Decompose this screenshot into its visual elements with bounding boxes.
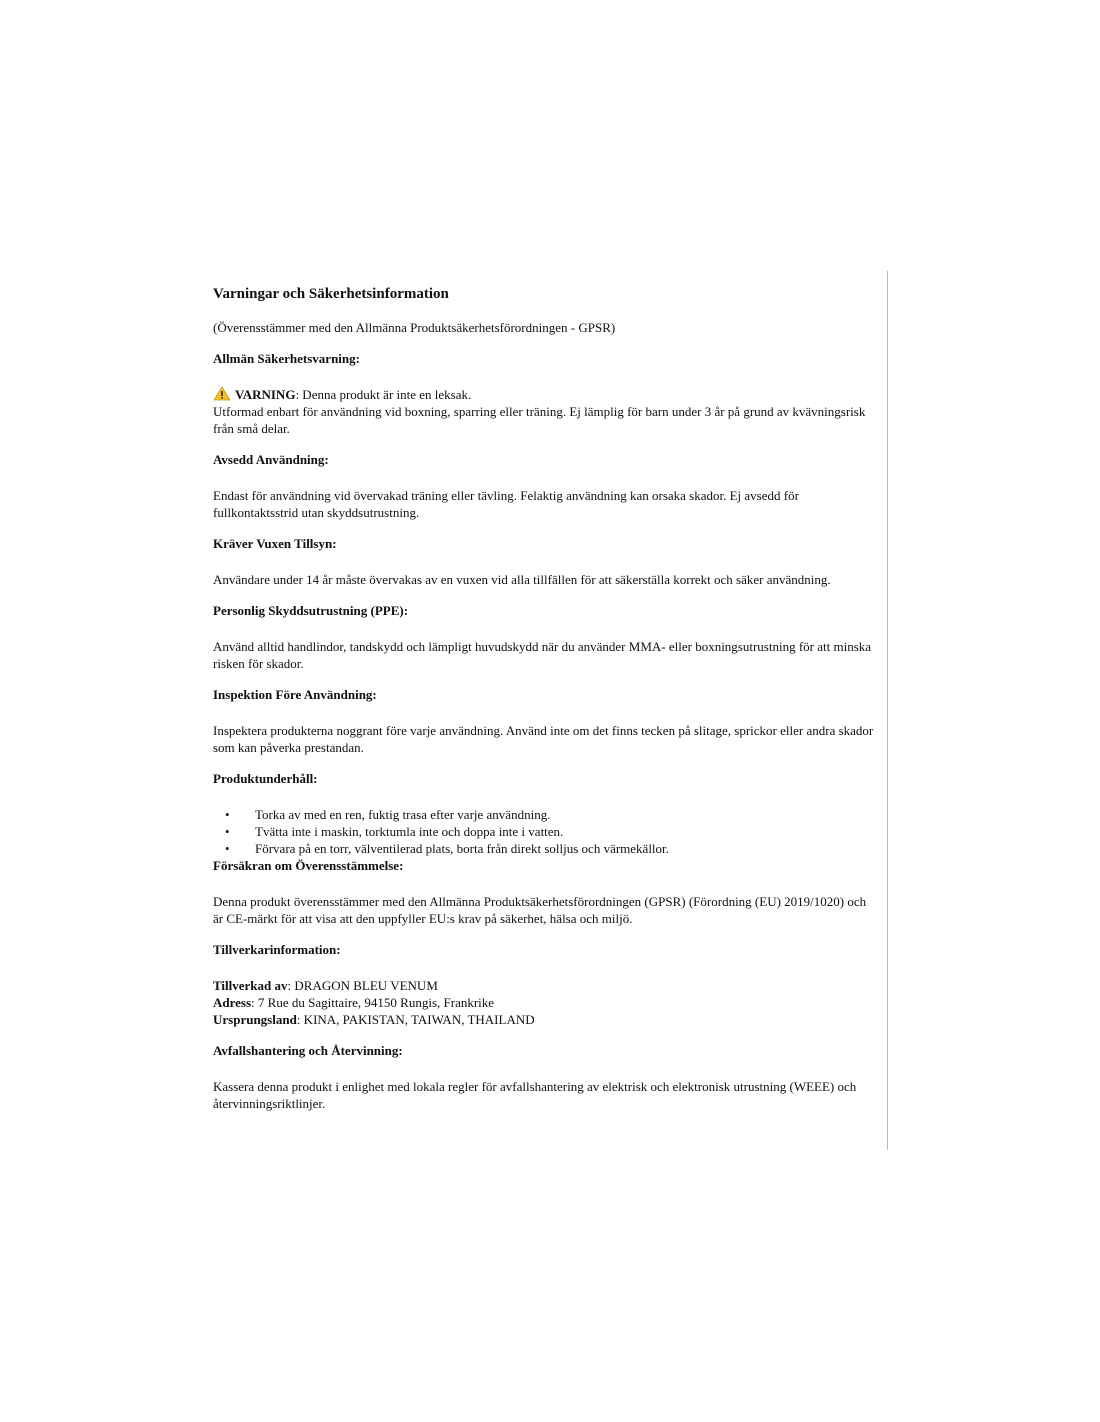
warning-text: : Denna produkt är inte en leksak. — [295, 387, 472, 402]
made-by-label: Tillverkad av — [213, 978, 288, 993]
margin-rule — [887, 271, 888, 1150]
list-item — [213, 840, 877, 857]
warning-label: VARNING — [235, 387, 296, 402]
list-item-text: Tvätta inte i maskin, torktumla inte och doppa inte i vatten. — [255, 824, 564, 839]
manufacturer-heading: Tillverkarinformation: — [213, 942, 341, 957]
made-by-line — [213, 977, 877, 994]
intended-use-body: Endast för användning vid övervakad träning eller tävling. Felaktig användning kan orsaka skador. Ej avsedd för fullkontaktsstrid utan skyddsutrustning. — [213, 488, 799, 520]
warning-triangle-icon — [213, 386, 231, 401]
made-by-value: : DRAGON BLEU VENUM — [287, 978, 438, 993]
page-title: Varningar och Säkerhetsinformation — [213, 286, 449, 302]
bullet: • — [225, 841, 230, 856]
address-line — [213, 994, 877, 1011]
origin-label: Ursprungsland — [213, 1012, 297, 1027]
disposal-body: Kassera denna produkt i enlighet med lokala regler för avfallshantering av elektrisk och elektronisk utrustning (WEEE) och återvinningsriktlinjer. — [213, 1079, 857, 1111]
inspection-body: Inspektera produkterna noggrant före varje användning. Använd inte om det finns tecken på slitage, sprickor eller andra skador som kan påverka prestandan. — [213, 723, 874, 755]
list-item — [213, 823, 877, 840]
disposal-heading: Avfallshantering och Återvinning: — [213, 1043, 403, 1058]
list-item-text: Torka av med en ren, fuktig trasa efter varje användning. — [255, 807, 551, 822]
conformity-heading: Försäkran om Överensstämmelse: — [213, 858, 404, 873]
maintenance-list — [213, 806, 877, 857]
supervision-heading: Kräver Vuxen Tillsyn: — [213, 536, 337, 551]
ppe-heading: Personlig Skyddsutrustning (PPE): — [213, 603, 409, 618]
general-warning-body: Utformad enbart för användning vid boxning, sparring eller träning. Ej lämplig för barn under 3 år på grund av kvävningsrisk från små delar. — [213, 404, 866, 436]
bullet: • — [225, 824, 230, 839]
list-item-text: Förvara på en torr, välventilerad plats, borta från direkt solljus och värmekällor. — [255, 841, 669, 856]
address-value: : 7 Rue du Sagittaire, 94150 Rungis, Frankrike — [251, 995, 495, 1010]
ppe-body: Använd alltid handlindor, tandskydd och lämpligt huvudskydd när du använder MMA- eller boxningsutrustning för att minska risken för skador. — [213, 639, 872, 671]
warning-line — [213, 386, 877, 403]
address-label: Adress — [213, 995, 252, 1010]
general-warning-heading: Allmän Säkerhetsvarning: — [213, 351, 360, 366]
supervision-body: Användare under 14 år måste övervakas av en vuxen vid alla tillfällen för att säkerställa korrekt och säker användning. — [213, 572, 831, 587]
origin-line — [213, 1011, 877, 1028]
inspection-heading: Inspektion Före Användning: — [213, 687, 377, 702]
bullet: • — [225, 807, 230, 822]
maintenance-heading: Produktunderhåll: — [213, 771, 318, 786]
document — [213, 284, 877, 1112]
conformity-body: Denna produkt överensstämmer med den Allmänna Produktsäkerhetsförordningen (GPSR) (Förordning (EU) 2019/1020) och är CE-märkt för att visa att den uppfyller EU:s krav på säkerhet, hälsa och miljö. — [213, 894, 867, 926]
subtitle: (Överensstämmer med den Allmänna Produktsäkerhetsförordningen - GPSR) — [213, 320, 616, 335]
origin-value: : KINA, PAKISTAN, TAIWAN, THAILAND — [296, 1012, 535, 1027]
list-item — [213, 806, 877, 823]
intended-use-heading: Avsedd Användning: — [213, 452, 329, 467]
